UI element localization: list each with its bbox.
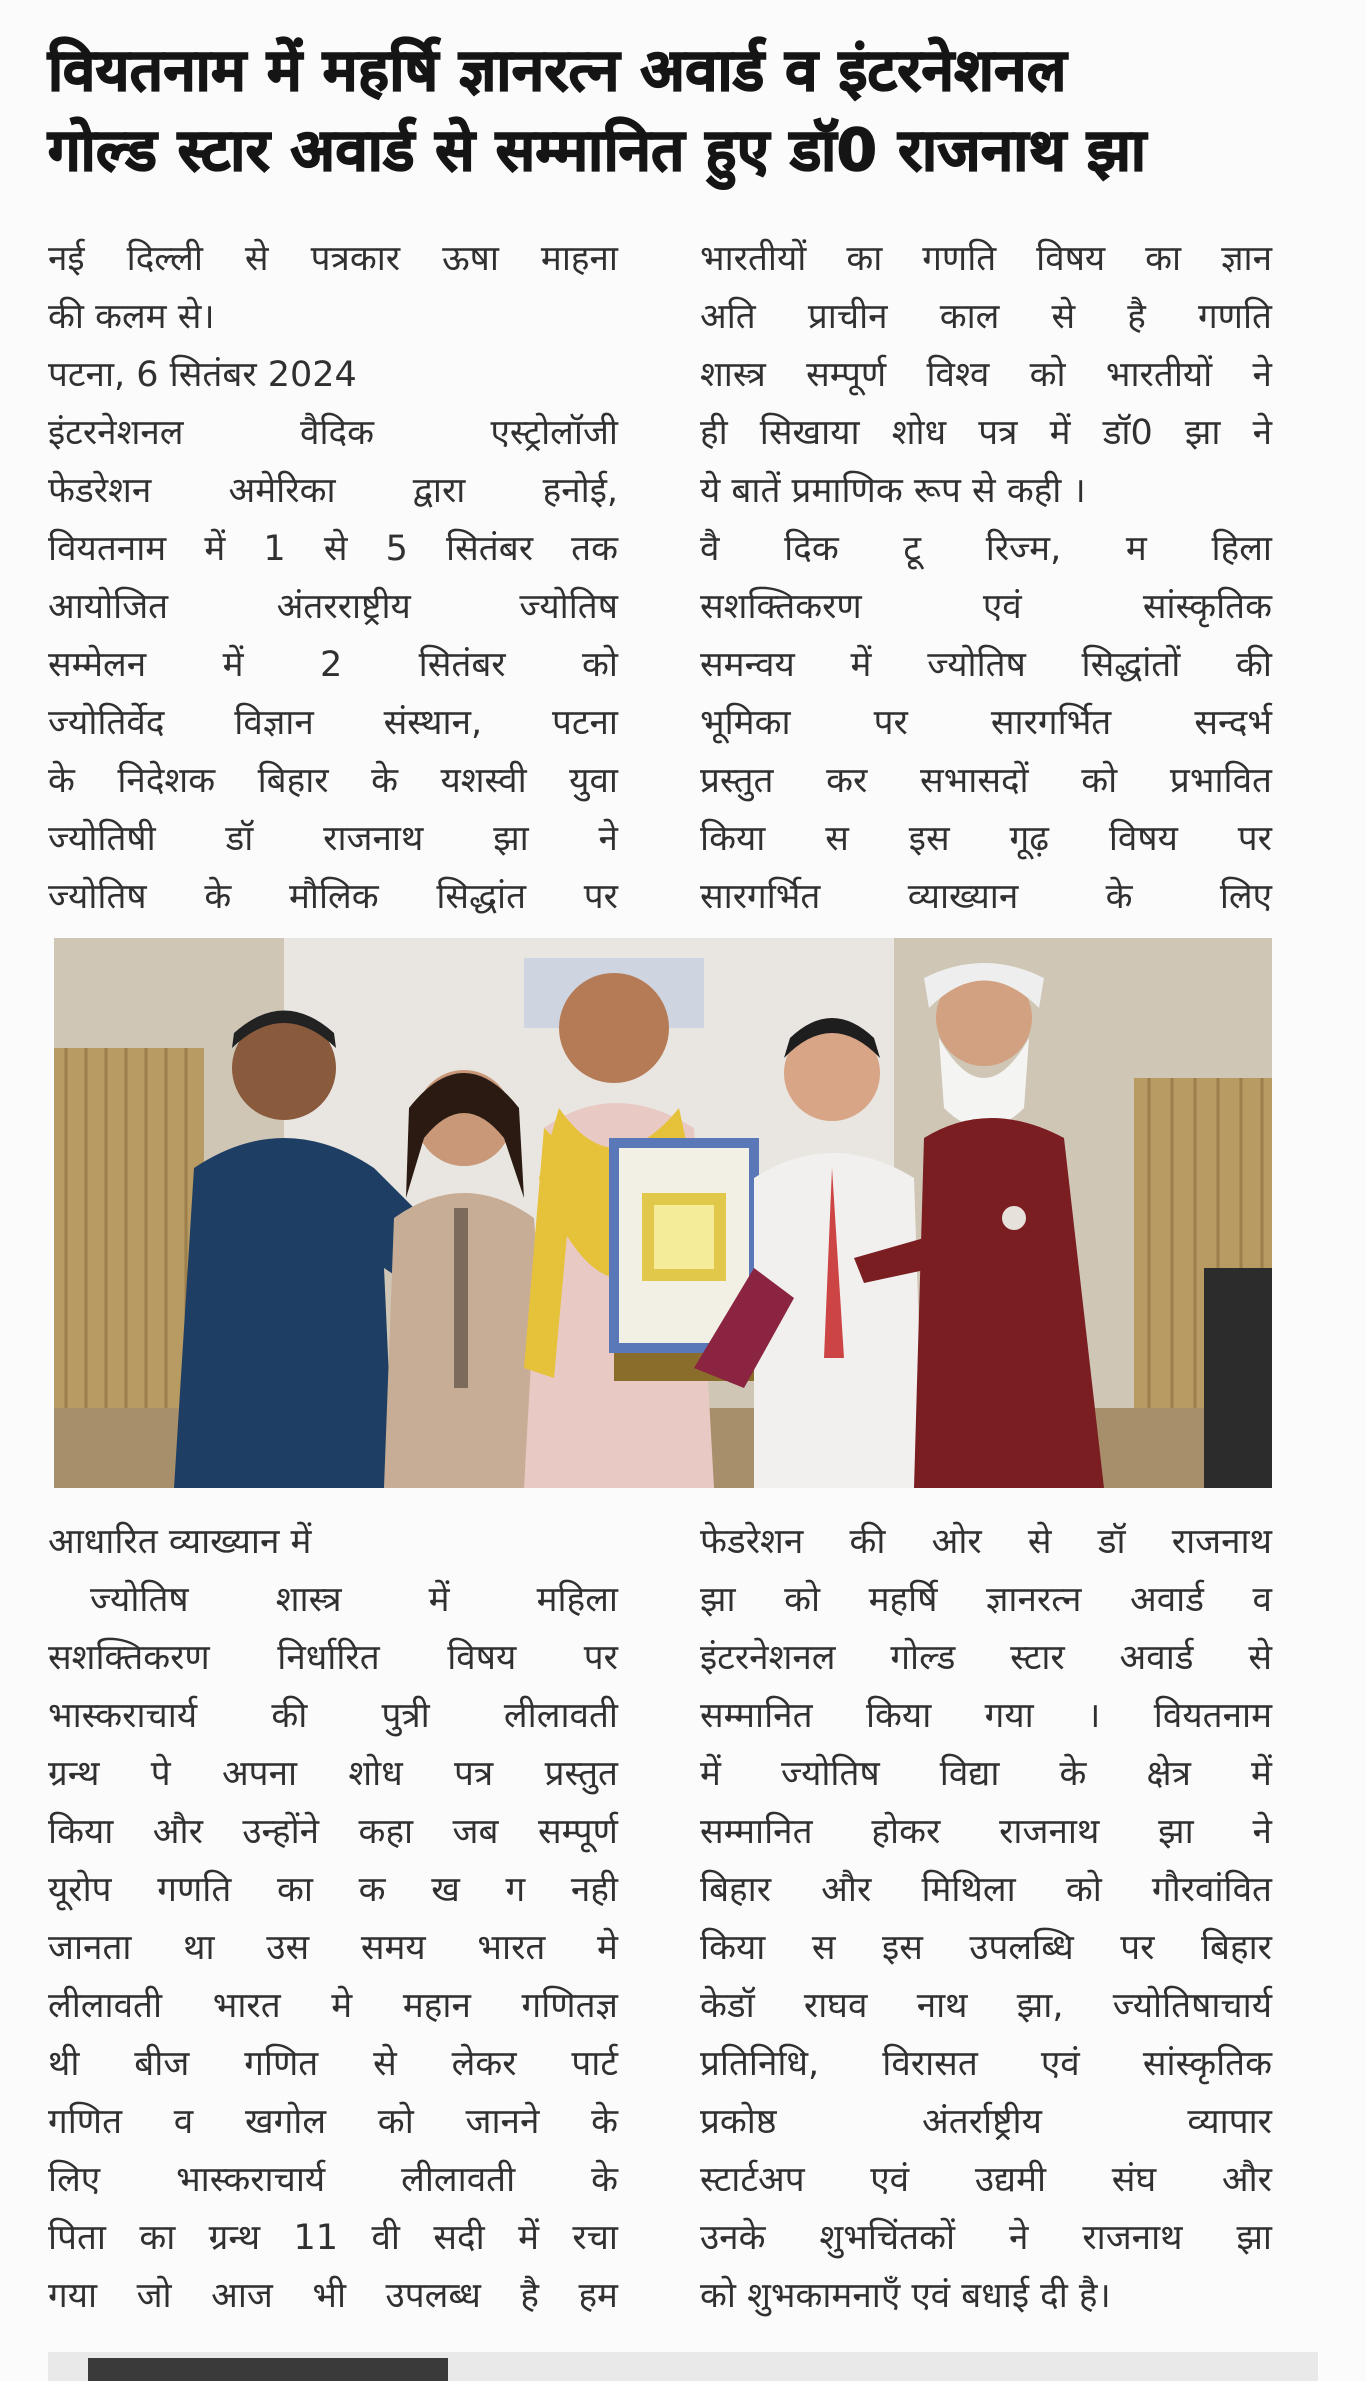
- article-column-bottom-right: [700, 1513, 1272, 2325]
- text-line: प्रतिनिधि, विरासत एवं सांस्कृतिक: [700, 2044, 1272, 2084]
- dateline: पटना, 6 सितंबर 2024: [48, 355, 357, 395]
- next-article-strip: [48, 2352, 1318, 2381]
- text-line: ही सिखाया शोध पत्र में डॉ0 झा ने: [700, 413, 1272, 453]
- text-line: ग्रन्थ पे अपना शोध पत्र प्रस्तुत: [48, 1754, 618, 1794]
- text-line: सम्मानित किया गया । वियतनाम: [700, 1696, 1272, 1736]
- text-line: गणित व खगोल को जानने के: [48, 2102, 618, 2142]
- text-line: ज्योतिष के मौलिक सिद्धांत पर: [48, 877, 618, 917]
- text-line: को शुभकामनाएँ एवं बधाई दी है।: [700, 2276, 1111, 2316]
- text-line: प्रस्तुत कर सभासदों को प्रभावित: [700, 761, 1272, 801]
- text-line: नई दिल्ली से पत्रकार ऊषा माहना: [48, 239, 618, 279]
- text-line: सम्मेलन में 2 सितंबर को: [48, 645, 618, 685]
- text-line: थी बीज गणित से लेकर पार्ट: [48, 2044, 618, 2084]
- text-line: किया स इस उपलब्धि पर बिहार: [700, 1928, 1272, 1968]
- text-line: वियतनाम में 1 से 5 सितंबर तक: [48, 529, 618, 569]
- text-line: भूमिका पर सारगर्भित सन्दर्भ: [700, 703, 1272, 743]
- text-line: लिए भास्कराचार्य लीलावती के: [48, 2160, 618, 2200]
- text-line: फेडरेशन की ओर से डॉ राजनाथ: [700, 1522, 1272, 1562]
- text-line: भारतीयों का गणति विषय का ज्ञान: [700, 239, 1272, 279]
- text-line: भास्कराचार्य की पुत्री लीलावती: [48, 1696, 618, 1736]
- text-line: ज्योतिषी डॉ राजनाथ झा ने: [48, 819, 618, 859]
- text-line: में ज्योतिष विद्या के क्षेत्र में: [700, 1754, 1272, 1794]
- award-ceremony-photo: [54, 938, 1272, 1488]
- text-line: इंटरनेशनल वैदिक एस्ट्रोलॉजी: [48, 413, 618, 453]
- text-line: केडॉ राघव नाथ झा, ज्योतिषाचार्य: [700, 1986, 1272, 2026]
- text-line: झा को महर्षि ज्ञानरत्न अवार्ड व: [700, 1580, 1272, 1620]
- text-line: उनके शुभचिंतकों ने राजनाथ झा: [700, 2218, 1272, 2258]
- text-line: शास्त्र सम्पूर्ण विश्व को भारतीयों ने: [700, 355, 1272, 395]
- text-line: सशक्तिकरण निर्धारित विषय पर: [48, 1638, 618, 1678]
- text-line: फेडरेशन अमेरिका द्वारा हनोई,: [48, 471, 618, 511]
- text-line: आयोजित अंतरराष्ट्रीय ज्योतिष: [48, 587, 618, 627]
- text-line: इंटरनेशनल गोल्ड स्टार अवार्ड से: [700, 1638, 1272, 1678]
- text-line: के निदेशक बिहार के यशस्वी युवा: [48, 761, 618, 801]
- text-line: लीलावती भारत मे महान गणितज्ञ: [48, 1986, 618, 2026]
- text-line: स्टार्टअप एवं उद्यमी संघ और: [700, 2160, 1272, 2200]
- headline-line-1: वियतनाम में महर्षि ज्ञानरत्न अवार्ड व इंटरनेशनल: [48, 36, 1067, 104]
- text-line: ज्योतिष शास्त्र में महिला: [90, 1580, 618, 1620]
- text-line: आधारित व्याख्यान में: [48, 1522, 312, 1562]
- text-line: अति प्राचीन काल से है गणति: [700, 297, 1272, 337]
- text-line: किया स इस गूढ़ विषय पर: [700, 819, 1272, 859]
- text-line: गया जो आज भी उपलब्ध है हम: [48, 2276, 618, 2316]
- text-line: बिहार और मिथिला को गौरवांवित: [700, 1870, 1272, 1910]
- next-article-headline-fragment: [88, 2358, 448, 2381]
- article-column-top-left: [48, 230, 618, 926]
- text-line: यूरोप गणति का क ख ग नही: [48, 1870, 618, 1910]
- text-line: सशक्तिकरण एवं सांस्कृतिक: [700, 587, 1272, 627]
- article-column-bottom-left: [48, 1513, 618, 2325]
- text-line: किया और उन्होंने कहा जब सम्पूर्ण: [48, 1812, 618, 1852]
- text-line: पिता का ग्रन्थ 11 वी सदी में रचा: [48, 2218, 618, 2258]
- text-line: प्रकोष्ठ अंतर्राष्ट्रीय व्यापार: [700, 2102, 1272, 2142]
- headline: [48, 30, 1318, 190]
- text-line: समन्वय में ज्योतिष सिद्धांतों की: [700, 645, 1272, 685]
- headline-line-2: गोल्ड स्टार अवार्ड से सम्मानित हुए डॉ0 राजनाथ झा: [48, 116, 1147, 184]
- text-line: जानता था उस समय भारत मे: [48, 1928, 618, 1968]
- text-line: वै दिक टू रिज्म, म हिला: [700, 529, 1272, 569]
- text-line: सारगर्भित व्याख्यान के लिए: [700, 877, 1272, 917]
- text-line: की कलम से।: [48, 297, 215, 337]
- article-column-top-right: [700, 230, 1272, 926]
- text-line: ज्योतिर्वेद विज्ञान संस्थान, पटना: [48, 703, 618, 743]
- text-line: सम्मानित होकर राजनाथ झा ने: [700, 1812, 1272, 1852]
- text-line: ये बातें प्रमाणिक रूप से कही ।: [700, 471, 1086, 511]
